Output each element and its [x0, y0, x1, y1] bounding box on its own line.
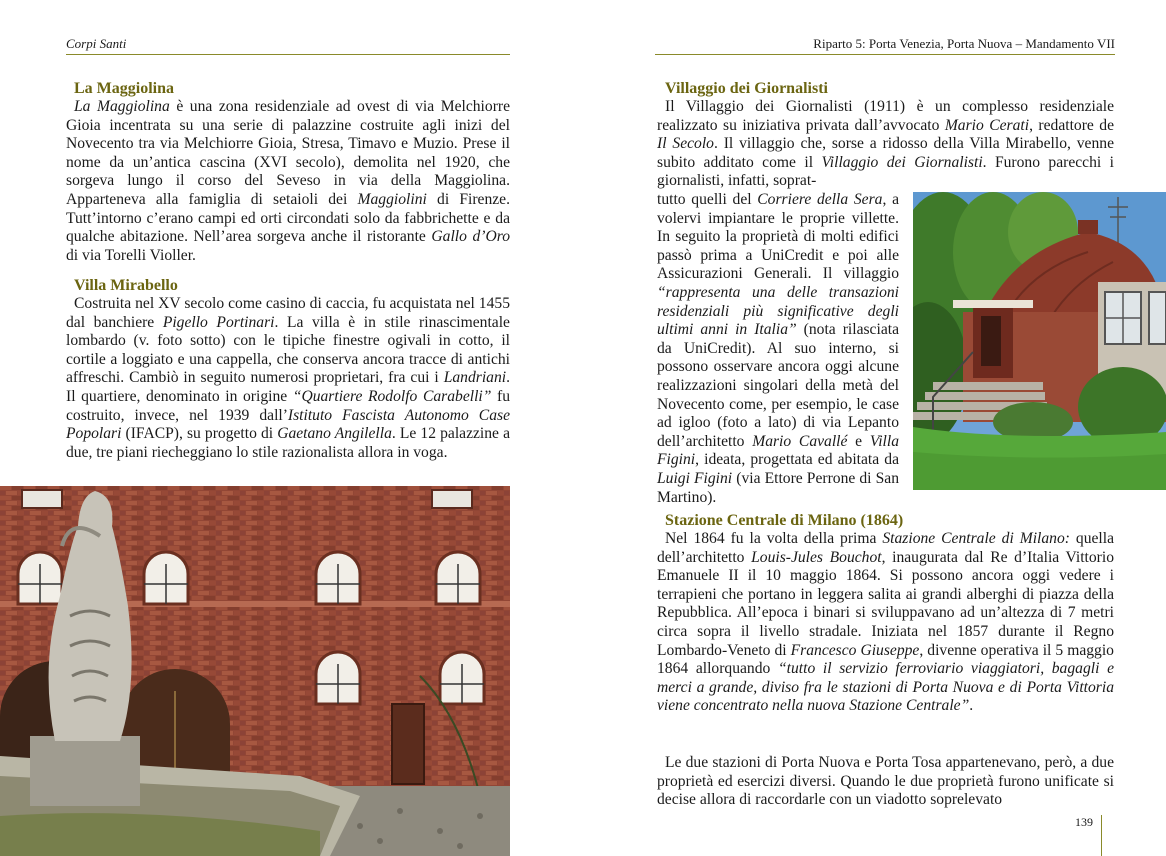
header-rule-right	[655, 54, 1115, 55]
paragraph-villaggio-giornalisti-wrap: tutto quelli del Corriere della Sera, a volervi impiantare le proprie villette. In seguito la proprietà di molti edifici passò prima a UniCredit e poi alle Assicurazioni Generali. Il villaggio “rappresenta una delle transazioni residenziali più significative degli ultimi anni in Italia” (nota rilasciata da UniCredit). Al suo interno, si possono osservare ancora oggi alcune realizzazioni singolari della metà del Novecento come, per esempio, le case ad igloo (foto a lato) di via Lepanto dell’architetto Mario Cavallé e Villa Figini, ideata, progettata ed abitata da Luigi Figini (via Ettore Perrone di San Martino).	[657, 191, 900, 506]
page-number: 139	[1075, 815, 1093, 829]
villa-mirabello-courtyard-photo	[0, 486, 510, 856]
header-rule-left	[66, 54, 510, 55]
heading-la-maggiolina: La Maggiolina	[74, 80, 175, 97]
heading-villa-mirabello: Villa Mirabello	[74, 277, 178, 294]
paragraph-stazione-centrale-1: Nel 1864 fu la volta della prima Stazione Centrale di Milano: quella dell’architetto Louis-Jules Bouchot, inaugurata dal Re d’Italia Vittorio Emanuele II il 10 maggio 1864. Si possono ancora oggi vedere i terrapieni che portano in leggera salita ai grandi alberghi di piazza della Repubblica. All’epoca i binari si sviluppavano ad un’altezza di 7 metri circa sopra il livello stradale. Iniziata nel 1857 durante il Regno Lombardo-Veneto di Francesco Giuseppe, divenne operativa il 5 maggio 1864 allorquando “tutto il servizio ferroviario viaggiatori, bagagli e merci a grande, diviso fra le stazioni di Porta Nuova e di Porta Vittoria viene concentrato nella nuova Stazione Centrale”.	[657, 530, 1115, 715]
running-head-right: Riparto 5: Porta Venezia, Porta Nuova – Mandamento VII	[813, 36, 1115, 51]
page-number-rule	[1101, 815, 1102, 856]
paragraph-la-maggiolina: La Maggiolina è una zona residenziale ad ovest di via Melchiorre Gioia incentrata su una serie di palazzine costruite agli inizi del Novecento tra via Melchiorre Gioia, Stresa, Timavo e Muzio. Prese il nome da un’antica cascina (XVI secolo), demolita nel 1920, che sorgeva lungo il corso del Seveso in via della Maggiolina. Apparteneva alla famiglia di setaioli dei Maggiolini di Firenze. Tutt’intorno c’erano campi ed orti circondati solo da fabbrichette e da qualche abitazione. Nell’area sorgeva anche il ristorante Gallo d’Oro di via Torelli Violler.	[66, 98, 511, 264]
paragraph-villaggio-giornalisti-top: Il Villaggio dei Giornalisti (1911) è un complesso residenziale realizzato su iniziativa privata dall’avvocato Mario Cerati, redattore de Il Secolo. Il villaggio che, sorse a ridosso della Villa Mirabello, venne subito additato come il Villaggio dei Giornalisti. Furono parecchi i giornalisti, infatti, soprat-	[657, 98, 1114, 190]
right-page	[583, 0, 1166, 856]
heading-villaggio-giornalisti: Villaggio dei Giornalisti	[665, 80, 828, 97]
heading-stazione-centrale: Stazione Centrale di Milano (1864)	[665, 512, 904, 529]
igloo-house-photo	[913, 192, 1166, 490]
paragraph-villa-mirabello: Costruita nel XV secolo come casino di caccia, fu acquistata nel 1455 dal banchiere Pigello Portinari. La villa è in stile rinascimentale lombardo (v. foto sotto) con le tipiche finestre ogivali in cotto, il cortile a loggiato e una cappella, che conserva ancora tracce di antichi affreschi. Cambiò in seguito numerosi proprietari, fra cui i Landriani. Il quartiere, denominato in origine “Quartiere Rodolfo Carabelli” fu costruito, invece, nel 1939 dall’Istituto Fascista Autonomo Case Popolari (IFACP), su progetto di Gaetano Angilella. Le 12 palazzine a due, tre piani riecheggiano lo stile razionalista allora in voga.	[66, 295, 511, 461]
running-head-left: Corpi Santi	[66, 36, 127, 51]
paragraph-stazione-centrale-2: Le due stazioni di Porta Nuova e Porta Tosa appartenevano, però, a due proprietà ed esercizi diversi. Quando le due proprietà furono unificate si decise allora di raccordarle con un viadotto soprelevato	[657, 754, 1114, 809]
